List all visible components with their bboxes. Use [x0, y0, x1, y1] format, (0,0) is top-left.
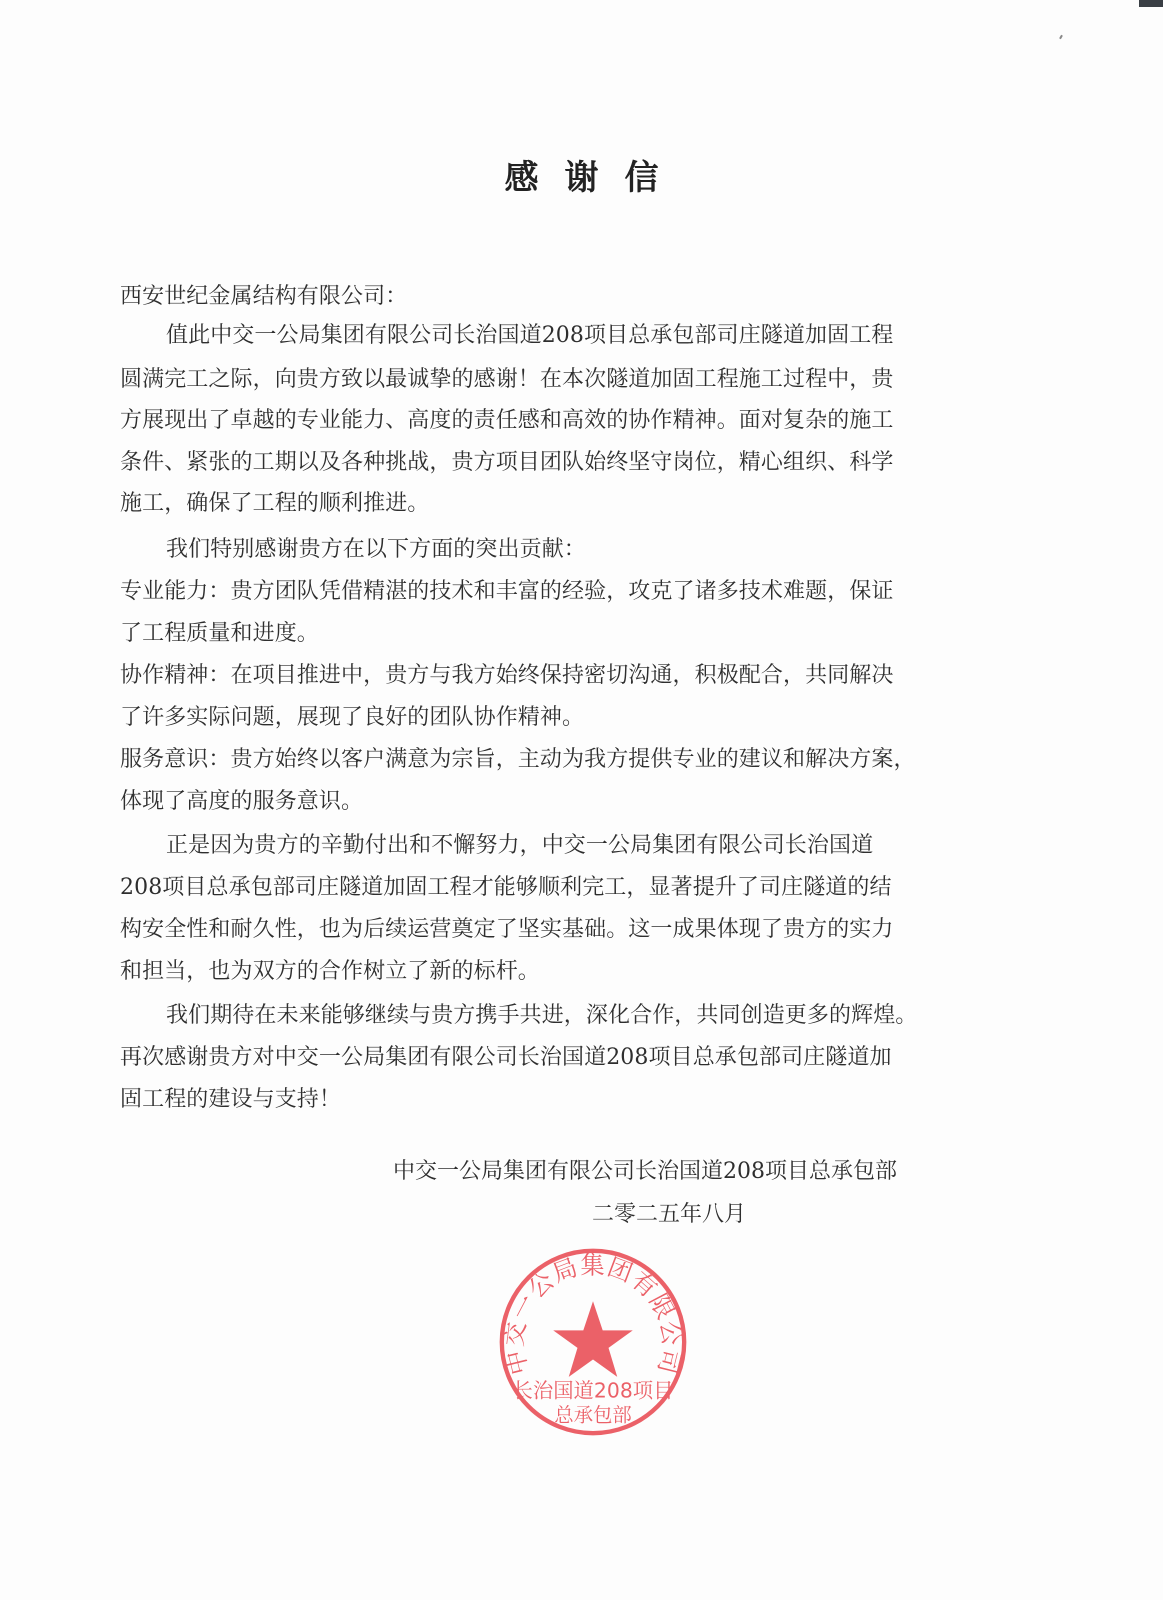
- letter-line: 和担当，也为双方的合作树立了新的标杆。: [120, 959, 540, 984]
- letter-line: 方展现出了卓越的专业能力、高度的责任感和高效的协作精神。面对复杂的施工: [120, 408, 894, 433]
- letter-line: 值此中交一公局集团有限公司长治国道208项目总承包部司庄隧道加固工程: [166, 323, 894, 348]
- letter-line: 专业能力：贵方团队凭借精湛的技术和丰富的经验，攻克了诸多技术难题，保证: [120, 579, 894, 604]
- letter-line: 圆满完工之际，向贵方致以最诚挚的感谢！在本次隧道加固工程施工过程中，贵: [120, 367, 894, 392]
- letter-line: 208项目总承包部司庄隧道加固工程才能够顺利完工，显著提升了司庄隧道的结: [120, 875, 892, 900]
- signature-date: 二零二五年八月: [592, 1202, 747, 1227]
- letter-line: 构安全性和耐久性，也为后续运营奠定了坚实基础。这一成果体现了贵方的实力: [120, 917, 894, 942]
- signature-organization: 中交一公局集团有限公司长治国道208项目总承包部: [393, 1159, 897, 1184]
- stamp-department-text: 总承包部: [554, 1403, 632, 1427]
- stamp-arc-text: 中交一公局集团有限公司: [499, 1250, 687, 1378]
- official-seal-stamp: [496, 1245, 690, 1439]
- scan-edge-mark: [1139, 0, 1163, 7]
- letter-line: 正是因为贵方的辛勤付出和不懈努力，中交一公局集团有限公司长治国道: [166, 833, 874, 858]
- letter-line: 我们期待在未来能够继续与贵方携手共进，深化合作，共同创造更多的辉煌。: [166, 1003, 918, 1028]
- letter-line: 施工，确保了工程的顺利推进。: [120, 491, 430, 516]
- letter-line: 再次感谢贵方对中交一公局集团有限公司长治国道208项目总承包部司庄隧道加: [120, 1045, 892, 1070]
- letter-greeting: 西安世纪金属结构有限公司：: [120, 284, 408, 309]
- letter-line: 了许多实际问题，展现了良好的团队协作精神。: [120, 705, 585, 730]
- scan-speck: [1059, 35, 1063, 39]
- letter-line: 固工程的建设与支持！: [120, 1087, 342, 1112]
- letter-line: 了工程质量和进度。: [120, 621, 319, 646]
- letter-line: 服务意识：贵方始终以客户满意为宗旨，主动为我方提供专业的建议和解决方案，: [120, 747, 916, 772]
- letter-line: 我们特别感谢贵方在以下方面的突出贡献：: [166, 537, 586, 562]
- letter-line: 协作精神：在项目推进中，贵方与我方始终保持密切沟通，积极配合，共同解决: [120, 663, 894, 688]
- letter-title: 感谢信: [504, 158, 685, 198]
- stamp-project-text: 长治国道208项目: [512, 1378, 674, 1403]
- letter-line: 体现了高度的服务意识。: [120, 789, 364, 814]
- star-icon: [553, 1301, 633, 1377]
- letter-line: 条件、紧张的工期以及各种挑战，贵方项目团队始终坚守岗位，精心组织、科学: [120, 450, 894, 475]
